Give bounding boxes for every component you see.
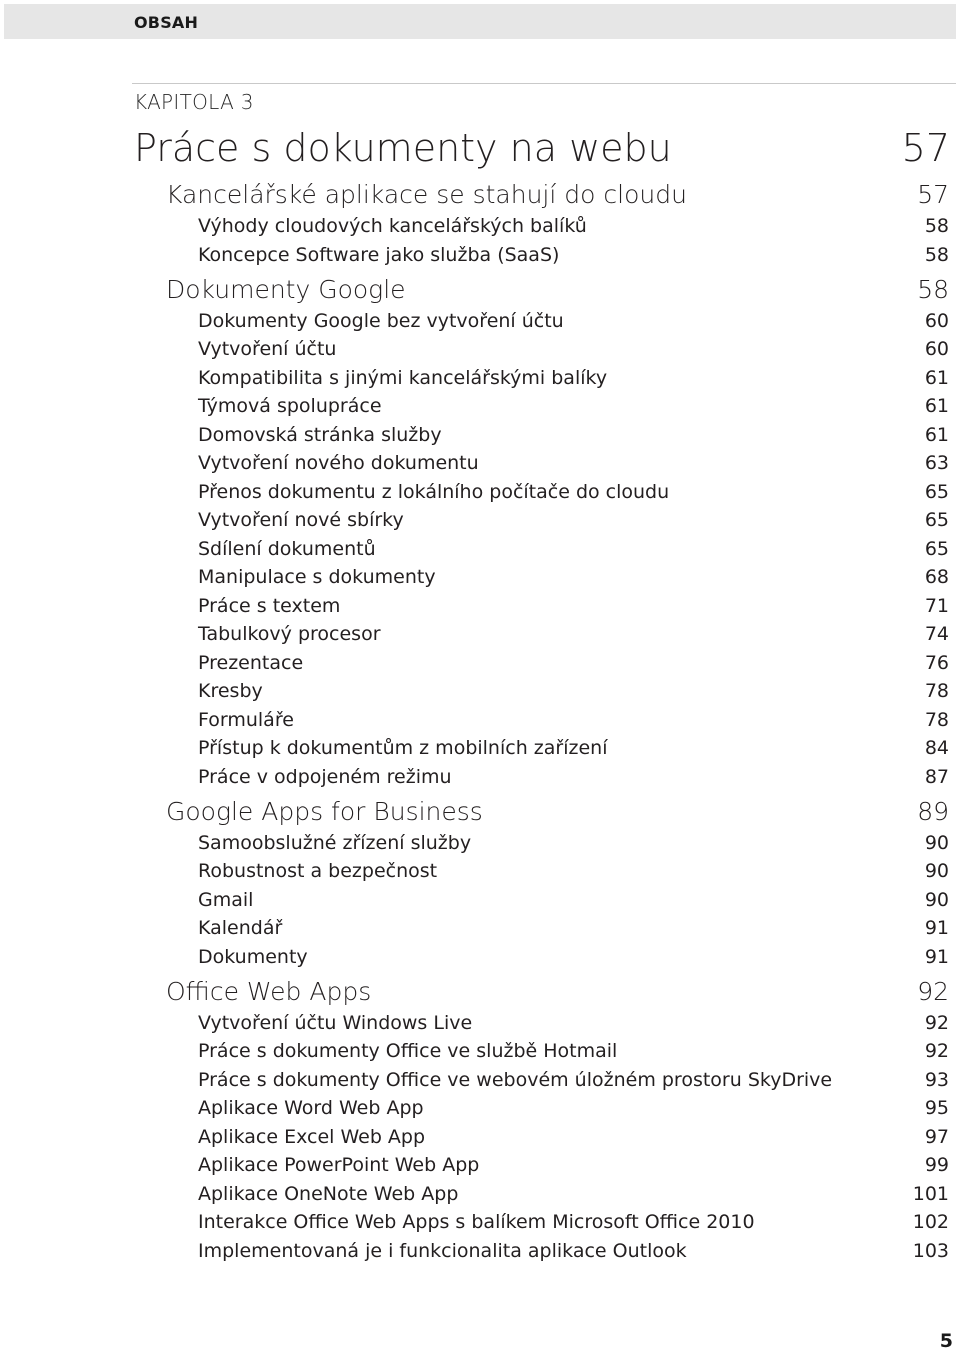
toc-entry xyxy=(198,310,949,332)
toc-entry-title: Tabulkový procesor xyxy=(198,623,381,645)
toc-entry xyxy=(198,452,949,474)
toc-entry-page: 58 xyxy=(924,215,949,237)
toc-entry xyxy=(198,623,949,645)
toc-entry-title: Koncepce Software jako služba (SaaS) xyxy=(198,243,560,266)
toc-entry-title: Formuláře xyxy=(198,708,294,731)
toc-entry-page: 99 xyxy=(924,1154,949,1176)
toc-entry xyxy=(198,917,949,939)
toc-entry-page: 93 xyxy=(924,1068,949,1091)
toc-entry-title: Sdílení dokumentů xyxy=(198,537,376,560)
toc-entry-page: 65 xyxy=(924,537,949,560)
toc-entry xyxy=(198,1154,949,1176)
toc-entry-title: Vytvoření účtu Windows Live xyxy=(198,1011,473,1034)
toc-entry xyxy=(198,946,949,968)
toc-entry-page: 97 xyxy=(924,1125,949,1148)
toc-entry-title: Práce s dokumenty Office ve službě Hotmail xyxy=(198,1040,618,1062)
toc-entry xyxy=(198,860,949,882)
toc-entry-title: Domovská stránka služby xyxy=(198,423,442,446)
toc-entry xyxy=(198,538,949,560)
toc-entry-title: Robustnost a bezpečnost xyxy=(198,860,438,882)
toc-entry-title: Přístup k dokumentům z mobilních zařízení xyxy=(198,737,608,759)
toc-entry xyxy=(198,1069,949,1091)
toc-section-page: 58 xyxy=(917,274,949,304)
toc-entry-page: 60 xyxy=(924,338,949,360)
toc-section xyxy=(166,275,949,304)
toc-entry-title: Výhody cloudových kancelářských balíků xyxy=(198,215,587,237)
toc-entry-page: 60 xyxy=(924,309,949,332)
toc-entry xyxy=(198,215,949,237)
toc-entry-title: Aplikace PowerPoint Web App xyxy=(198,1154,480,1176)
chapter-label: KAPITOLA 3 xyxy=(134,90,254,114)
toc-section-title: Google Apps for Business xyxy=(166,796,483,826)
toc-section-page: 92 xyxy=(917,976,949,1006)
toc-entry xyxy=(198,595,949,617)
toc-entry xyxy=(198,244,949,266)
toc-entry-title: Vytvoření nové sbírky xyxy=(198,509,404,531)
toc-entry-page: 90 xyxy=(924,831,949,854)
toc-entry-title: Vytvoření účtu xyxy=(198,338,337,360)
toc-entry-page: 61 xyxy=(924,395,949,417)
toc-entry-page: 87 xyxy=(924,765,949,788)
toc-entry-title: Přenos dokumentu z lokálního počítače do cloudu xyxy=(198,480,670,503)
toc-entry-title: Práce s textem xyxy=(198,594,341,617)
toc-entry xyxy=(198,652,949,674)
toc-entry xyxy=(198,338,949,360)
toc-section-title: Dokumenty Google xyxy=(166,274,406,304)
toc-entry-title: Dokumenty xyxy=(198,945,308,968)
toc-entry-title: Interakce Office Web Apps s balíkem Microsoft Office 2010 xyxy=(198,1211,755,1233)
toc-entry-title: Prezentace xyxy=(198,651,304,674)
toc-entry-title: Aplikace OneNote Web App xyxy=(198,1182,459,1205)
toc-entry xyxy=(198,424,949,446)
toc-entry-title: Kalendář xyxy=(198,917,283,939)
toc-entry-title: Aplikace Word Web App xyxy=(198,1097,424,1119)
toc-entry xyxy=(198,1012,949,1034)
toc-section-page: 89 xyxy=(917,796,949,826)
toc-entry xyxy=(198,889,949,911)
toc-entry xyxy=(198,1240,949,1262)
toc-entry xyxy=(198,367,949,389)
toc-entry xyxy=(198,481,949,503)
toc-entry-title: Kompatibilita s jinými kancelářskými balíky xyxy=(198,366,608,389)
chapter-title: Práce s dokumenty na webu xyxy=(134,126,672,170)
toc-section-title: Kancelářské aplikace se stahují do cloudu xyxy=(166,180,687,209)
toc-entry-title: Aplikace Excel Web App xyxy=(198,1125,426,1148)
toc-entry-page: 102 xyxy=(912,1211,949,1233)
toc-entry-title: Kresby xyxy=(198,680,263,702)
toc-entry xyxy=(198,509,949,531)
toc-entry-title: Implementovaná je i funkcionalita aplikace Outlook xyxy=(198,1239,687,1262)
toc-entry-page: 71 xyxy=(924,594,949,617)
section-header-label: OBSAH xyxy=(134,13,199,32)
toc-entry xyxy=(198,1040,949,1062)
toc-entry-page: 76 xyxy=(924,651,949,674)
toc-entry-page: 78 xyxy=(924,708,949,731)
toc-entry-page: 61 xyxy=(924,423,949,446)
toc-entry xyxy=(198,566,949,588)
toc-entry xyxy=(198,709,949,731)
toc-entry-title: Práce s dokumenty Office ve webovém úložném prostoru SkyDrive xyxy=(198,1068,833,1091)
toc-entry-page: 95 xyxy=(924,1097,949,1119)
toc-entry-title: Týmová spolupráce xyxy=(198,395,382,417)
chapter-title-row xyxy=(134,126,950,172)
toc-section-page: 57 xyxy=(917,180,949,209)
toc-entry-page: 92 xyxy=(924,1040,949,1062)
toc-entry-page: 74 xyxy=(924,623,949,645)
toc-section xyxy=(166,797,949,826)
toc-entry-page: 78 xyxy=(924,680,949,702)
toc-entry-title: Vytvoření nového dokumentu xyxy=(198,452,479,474)
toc-entry xyxy=(198,1211,949,1233)
toc-entry-page: 92 xyxy=(924,1011,949,1034)
toc-section xyxy=(166,977,949,1006)
toc-entry-page: 90 xyxy=(924,860,949,882)
toc-entry xyxy=(198,395,949,417)
toc-entry xyxy=(198,680,949,702)
toc-entry-page: 101 xyxy=(912,1182,949,1205)
chapter-divider xyxy=(132,83,956,84)
toc-entry-title: Samoobslužné zřízení služby xyxy=(198,831,472,854)
toc-entry xyxy=(198,737,949,759)
toc-entry xyxy=(198,766,949,788)
toc-entry-page: 84 xyxy=(924,737,949,759)
toc-entry xyxy=(198,1183,949,1205)
section-header-bar xyxy=(4,4,956,39)
toc-entry-page: 63 xyxy=(924,452,949,474)
toc-entry-title: Práce v odpojeném režimu xyxy=(198,765,452,788)
toc-entry-page: 65 xyxy=(924,509,949,531)
toc-entry xyxy=(198,1126,949,1148)
toc-entry-page: 68 xyxy=(924,566,949,588)
toc-entry-page: 103 xyxy=(912,1239,949,1262)
toc-section-title: Office Web Apps xyxy=(166,976,372,1006)
toc-entry xyxy=(198,832,949,854)
toc-entry-title: Manipulace s dokumenty xyxy=(198,566,436,588)
toc-entry-page: 91 xyxy=(924,945,949,968)
toc-entry-page: 65 xyxy=(924,480,949,503)
chapter-page: 57 xyxy=(901,126,950,170)
toc-entry-title: Dokumenty Google bez vytvoření účtu xyxy=(198,309,564,332)
toc-entry-page: 90 xyxy=(924,888,949,911)
toc-entry-page: 91 xyxy=(924,917,949,939)
page-number: 5 xyxy=(939,1330,953,1352)
toc-section xyxy=(166,180,949,209)
toc-entry-page: 61 xyxy=(924,366,949,389)
toc-entry-page: 58 xyxy=(924,243,949,266)
toc-entry-title: Gmail xyxy=(198,888,254,911)
toc-entry xyxy=(198,1097,949,1119)
